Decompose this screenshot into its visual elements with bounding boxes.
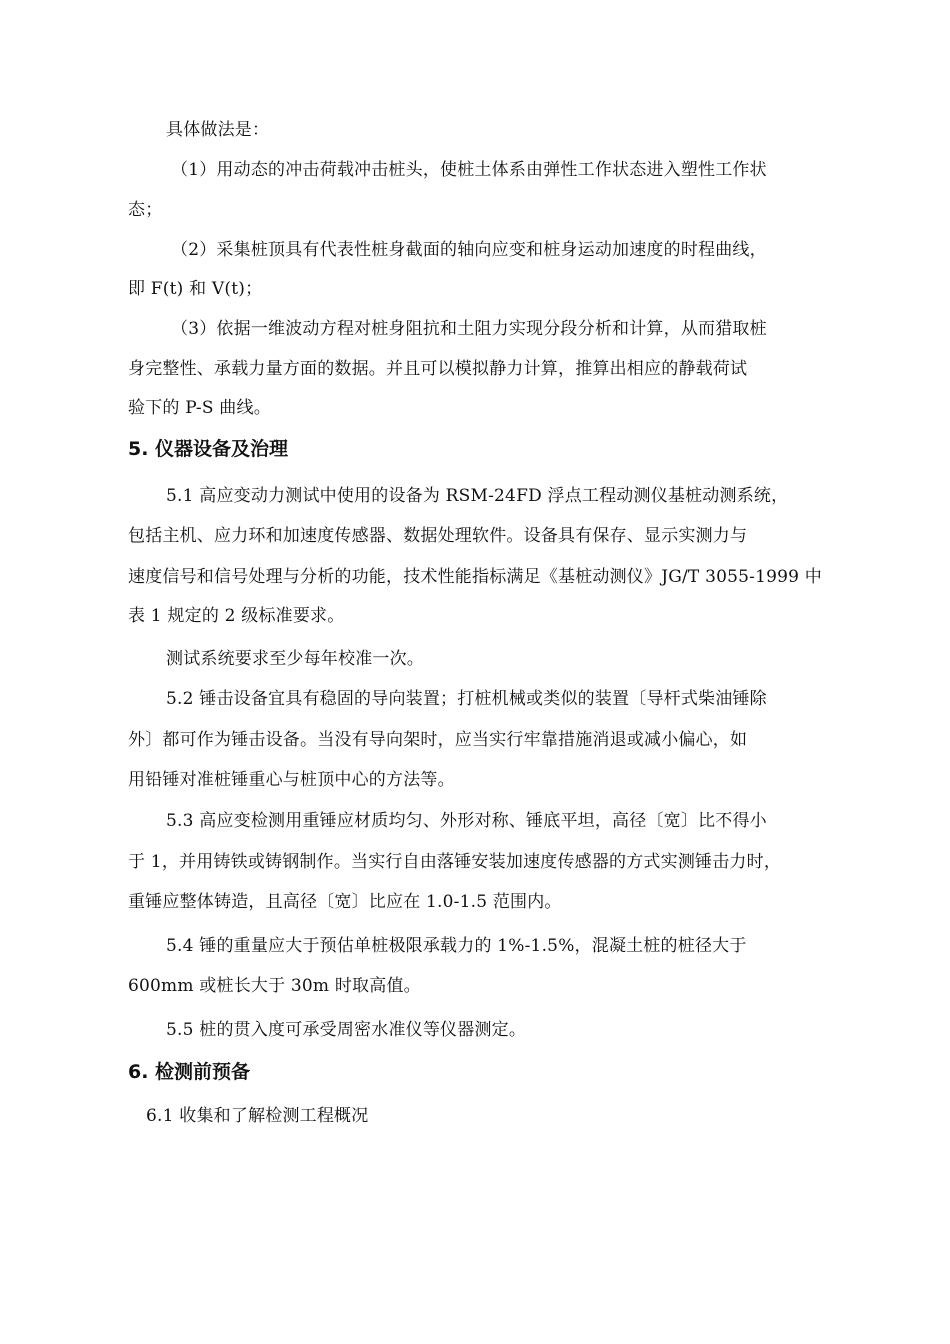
para-5-1-calibration: 测试系统要求至少每年校准一次。 (166, 649, 424, 669)
section5-heading: 5. 仪器设备及治理 (128, 438, 289, 460)
para-5-3-line3: 重锤应整体铸造，且高径〔宽〕比应在 1.0-1.5 范围内。 (128, 892, 562, 912)
para-5-4-line2: 600mm 或桩长大于 30m 时取高值。 (128, 976, 421, 996)
intro-item3-line2: 身完整性、承载力量方面的数据。并且可以模拟静力计算，推算出相应的静载荷试 (128, 359, 748, 379)
section6-heading: 6. 检测前预备 (128, 1061, 251, 1083)
para-5-2-line2: 外〕都可作为锤击设备。当没有导向架时，应当实行牢靠措施消退或减小偏心，如 (128, 730, 748, 750)
para-6-1: 6.1 收集和了解检测工程概况 (146, 1106, 369, 1126)
intro-item2-line1: （2）采集桩顶具有代表性桩身截面的轴向应变和桩身运动加速度的时程曲线， (171, 240, 767, 260)
para-5-3-line1: 5.3 高应变检测用重锤应材质均匀、外形对称、锤底平坦，高径〔宽〕比不得小 (166, 811, 767, 831)
para-5-4-line1: 5.4 锤的重量应大于预估单桩极限承载力的 1%-1.5%，混凝土桩的桩径大于 (166, 936, 747, 956)
para-5-1-line1: 5.1 高应变动力测试中使用的设备为 RSM-24FD 浮点工程动测仪基桩动测系统， (166, 486, 789, 506)
para-5-3-line2: 于 1，并用铸铁或铸钢制作。当实行自由落锤安装加速度传感器的方式实测锤击力时， (128, 852, 782, 872)
para-5-2-line1: 5.2 锤击设备宜具有稳固的导向装置；打桩机械或类似的装置〔导杆式柴油锤除 (166, 689, 767, 709)
para-5-1-line3: 速度信号和信号处理与分析的功能，技术性能指标满足《基桩动测仪》JG/T 3055-1999 中 (128, 567, 822, 587)
intro-item1-line1: （1）用动态的冲击荷载冲击桩头，使桩土体系由弹性工作状态进入塑性工作状 (171, 160, 767, 180)
intro-item3-line1: （3）依据一维波动方程对桩身阻抗和土阻力实现分段分析和计算，从而猎取桩 (171, 319, 767, 339)
intro-item2-line2: 即 F(t) 和 V(t)； (128, 279, 263, 299)
para-5-1-line4: 表 1 规定的 2 级标准要求。 (128, 606, 345, 626)
para-5-2-line3: 用铅锤对准桩锤重心与桩顶中心的方法等。 (128, 770, 455, 790)
para-5-1-line2: 包括主机、应力环和加速度传感器、数据处理软件。设备具有保存、显示实测力与 (128, 526, 748, 546)
intro-item3-line3: 验下的 P-S 曲线。 (128, 398, 271, 418)
intro-item1-line2: 态； (128, 200, 163, 220)
para-5-5: 5.5 桩的贯入度可承受周密水准仪等仪器测定。 (166, 1020, 527, 1040)
intro-lead: 具体做法是： (166, 120, 270, 140)
